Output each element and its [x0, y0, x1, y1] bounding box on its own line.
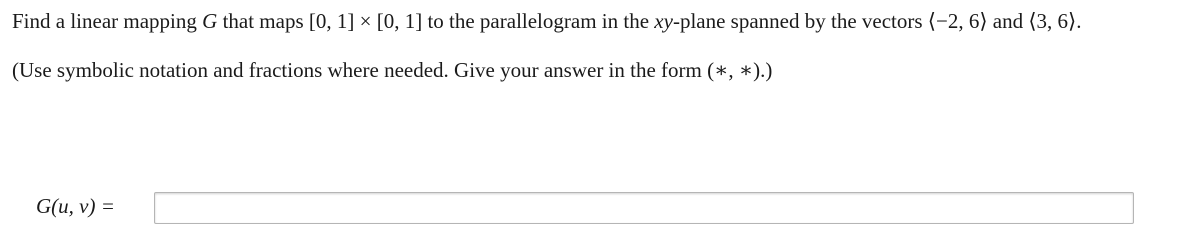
- mapping-name: G: [202, 9, 218, 33]
- answer-input[interactable]: [154, 192, 1134, 224]
- plane-name: xy: [654, 9, 673, 33]
- question-text-part3: -plane spanned by the vectors ⟨−2, 6⟩ and ⟨3, 6⟩.: [672, 9, 1082, 33]
- question-text: [12, 11, 1081, 32]
- question-text-part2: that maps [0, 1] × [0, 1] to the parallelogram in the: [217, 9, 655, 33]
- answer-row: [36, 192, 1146, 226]
- question-text-part1: Find a linear mapping: [12, 9, 203, 33]
- answer-label: G(u, v) =: [36, 194, 115, 218]
- instruction-text: (Use symbolic notation and fractions where needed. Give your answer in the form (∗, ∗).): [12, 58, 773, 82]
